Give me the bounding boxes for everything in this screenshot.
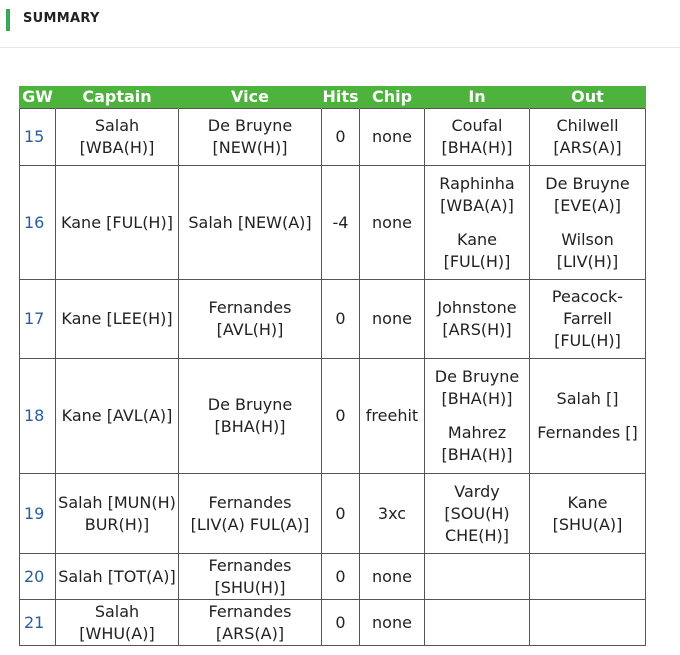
vice-cell: De Bruyne [NEW(H)]: [179, 109, 322, 166]
vice-cell: Fernandes [SHU(H)]: [179, 554, 322, 600]
vice-cell: Salah [NEW(A)]: [179, 166, 322, 280]
chip-cell: none: [360, 554, 425, 600]
section-accent-bar: [6, 9, 10, 31]
transfer-out-entry: Chilwell [ARS(A)]: [553, 116, 622, 157]
transfer-in-entry: Johnstone [ARS(H)]: [437, 298, 517, 339]
transfer-out-entry: Peacock-Farrell [FUL(H)]: [551, 287, 624, 350]
transfer-in-entry: Kane [FUL(H)]: [443, 229, 511, 271]
out-cell: [530, 280, 646, 359]
in-cell: [425, 280, 530, 359]
transfer-in-entry: Raphinha [WBA(A)]: [439, 173, 515, 215]
hits-cell: 0: [322, 359, 360, 474]
captain-cell: Salah [WBA(H)]: [56, 109, 179, 166]
captain-cell: Salah [MUN(H) BUR(H)]: [56, 474, 179, 554]
chip-cell: none: [360, 166, 425, 280]
captain-cell: Salah [WHU(A)]: [56, 600, 179, 646]
table-row: [20, 359, 646, 474]
column-header-in: In: [425, 86, 530, 109]
table-row: [20, 166, 646, 280]
transfer-in-entry: Coufal [BHA(H)]: [441, 116, 513, 157]
table-row: [20, 280, 646, 359]
summary-header: [0, 0, 680, 48]
transfer-in-entry: De Bruyne [BHA(H)]: [434, 367, 520, 408]
hits-cell: -4: [322, 166, 360, 280]
vice-cell: De Bruyne [BHA(H)]: [179, 359, 322, 474]
out-cell: [530, 554, 646, 600]
in-cell: [425, 474, 530, 554]
captain-cell: Kane [FUL(H)]: [56, 166, 179, 280]
captain-cell: Kane [AVL(A)]: [56, 359, 179, 474]
gw-cell: 15: [20, 109, 56, 166]
chip-cell: none: [360, 600, 425, 646]
gw-cell: 17: [20, 280, 56, 359]
gw-cell: 19: [20, 474, 56, 554]
table-row: [20, 554, 646, 600]
transfer-in-entry: Mahrez [BHA(H)]: [441, 423, 513, 464]
in-cell: [425, 600, 530, 646]
section-title: SUMMARY: [23, 11, 100, 26]
transfer-in-entry: Vardy [SOU(H) CHE(H)]: [444, 481, 510, 545]
column-header-chip: Chip: [360, 86, 425, 109]
table-row: [20, 109, 646, 166]
gw-cell: 16: [20, 166, 56, 280]
summary-table: [19, 86, 646, 646]
chip-cell: 3xc: [360, 474, 425, 554]
captain-cell: Salah [TOT(A)]: [56, 554, 179, 600]
hits-cell: 0: [322, 109, 360, 166]
out-cell: [530, 359, 646, 474]
column-header-gw: GW: [20, 86, 56, 109]
in-cell: [425, 109, 530, 166]
gw-cell: 20: [20, 554, 56, 600]
table-row: [20, 600, 646, 646]
column-header-hits: Hits: [322, 86, 360, 109]
captain-cell: Kane [LEE(H)]: [56, 280, 179, 359]
transfer-out-entry: De Bruyne [EVE(A)]: [545, 173, 630, 215]
vice-cell: Fernandes [ARS(A)]: [179, 600, 322, 646]
column-header-vice: Vice: [179, 86, 322, 109]
out-cell: [530, 166, 646, 280]
gw-cell: 21: [20, 600, 56, 646]
out-cell: [530, 600, 646, 646]
table-body: [20, 109, 646, 646]
vice-cell: Fernandes [LIV(A) FUL(A)]: [179, 474, 322, 554]
vice-cell: Fernandes [AVL(H)]: [179, 280, 322, 359]
column-header-captain: Captain: [56, 86, 179, 109]
transfer-out-entry: Kane [SHU(A)]: [552, 492, 623, 534]
in-cell: [425, 166, 530, 280]
hits-cell: 0: [322, 600, 360, 646]
out-cell: [530, 474, 646, 554]
table-row: [20, 474, 646, 554]
transfer-out-entry: Fernandes []: [537, 423, 638, 442]
transfer-out-entry: Wilson [LIV(H)]: [556, 229, 619, 271]
out-cell: [530, 109, 646, 166]
gw-cell: 18: [20, 359, 56, 474]
in-cell: [425, 554, 530, 600]
transfer-out-entry: Salah []: [556, 389, 619, 408]
chip-cell: freehit: [360, 359, 425, 474]
column-header-out: Out: [530, 86, 646, 109]
chip-cell: none: [360, 109, 425, 166]
hits-cell: 0: [322, 554, 360, 600]
hits-cell: 0: [322, 280, 360, 359]
table-header-row: [20, 86, 646, 109]
in-cell: [425, 359, 530, 474]
header-divider: [0, 47, 680, 48]
chip-cell: none: [360, 280, 425, 359]
hits-cell: 0: [322, 474, 360, 554]
